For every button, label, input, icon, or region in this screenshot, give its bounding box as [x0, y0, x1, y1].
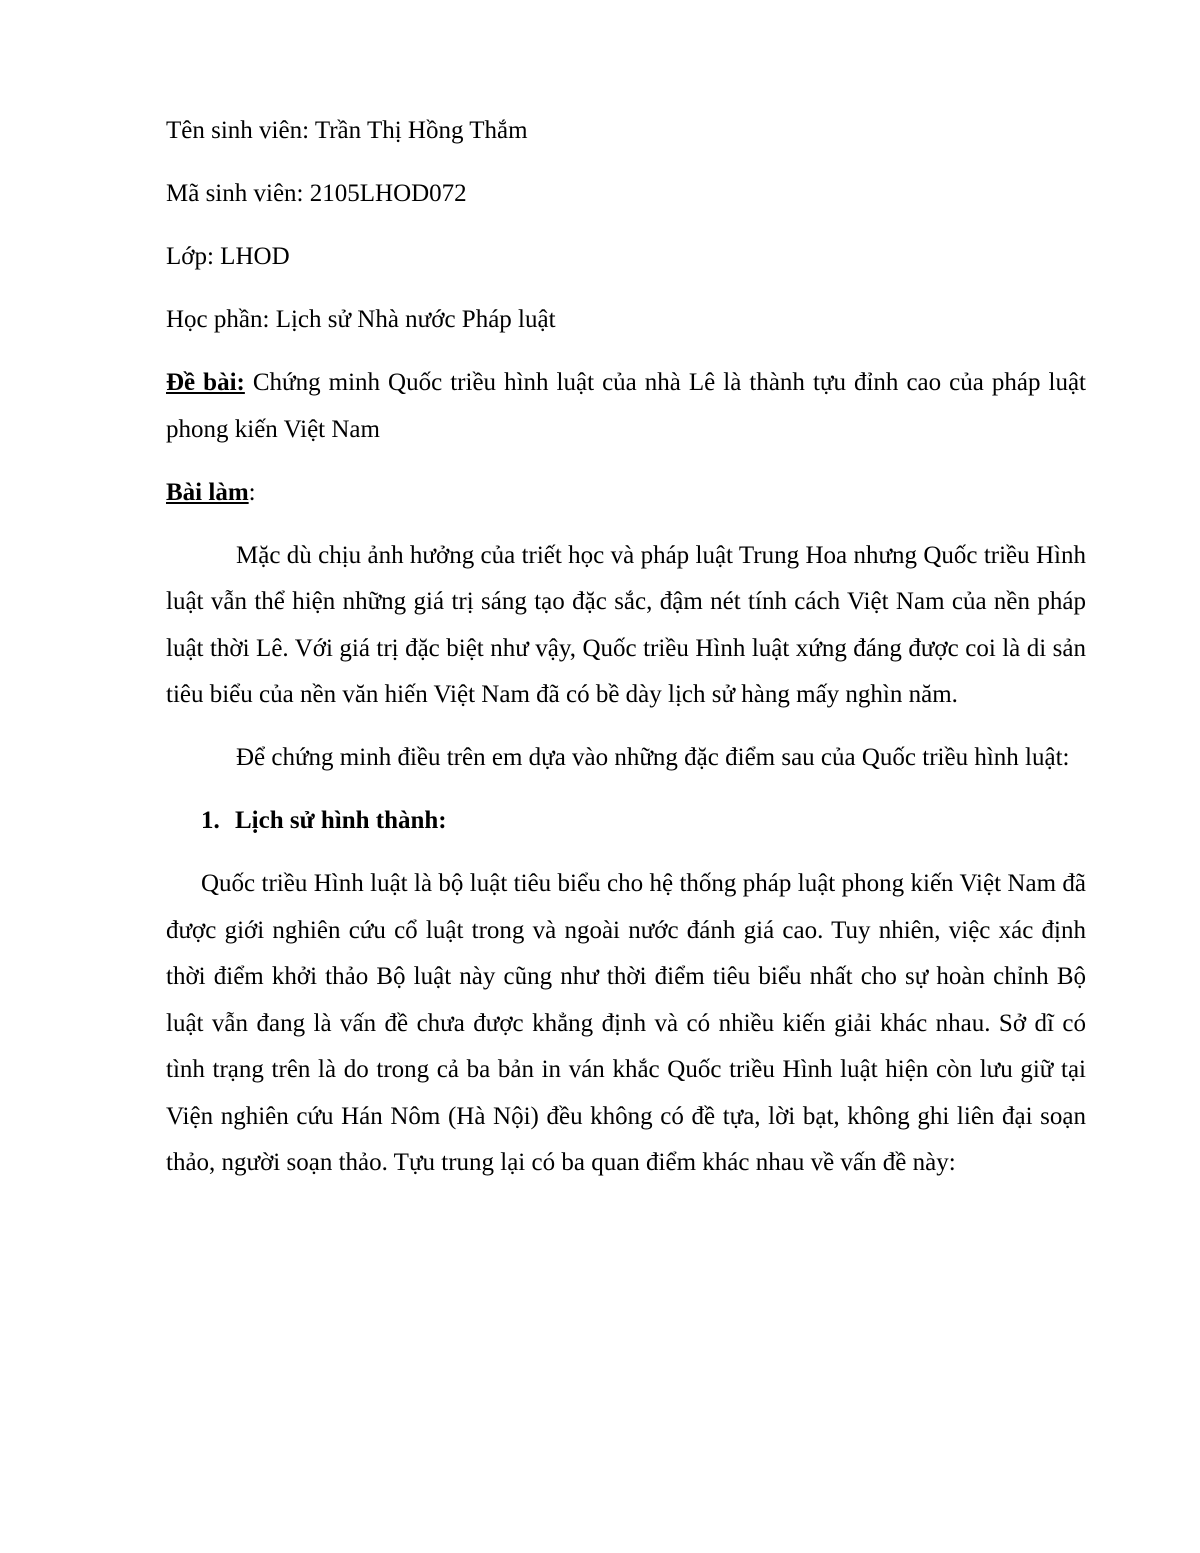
section-1-heading — [166, 798, 1086, 845]
answer-heading — [166, 470, 1086, 517]
section-1-paragraph: Quốc triều Hình luật là bộ luật tiêu biểu cho hệ thống pháp luật phong kiến Việt Nam đã được giới nghiên cứu cổ luật trong và ngoài nước đánh giá cao. Tuy nhiên, việc xác định thời điểm khởi thảo Bộ luật này cũng như thời điểm tiêu biểu nhất cho sự hoàn chỉnh Bộ luật vẫn đang là vấn đề chưa được khẳng định và có nhiều kiến giải khác nhau. Sở dĩ có tình trạng trên là do trong cả ba bản in ván khắc Quốc triều Hình luật hiện còn lưu giữ tại Viện nghiên cứu Hán Nôm (Hà Nội) đều không có đề tựa, lời bạt, không ghi liên đại soạn thảo, người soạn thảo. Tựu trung lại có ba quan điểm khác nhau về vấn đề này: — [166, 870, 1086, 1176]
student-class: Lớp: LHOD — [166, 243, 290, 270]
assignment-prompt — [166, 360, 1086, 453]
section-1-title: Lịch sử hình thành: — [235, 807, 447, 834]
student-name: Tên sinh viên: Trần Thị Hồng Thắm — [166, 117, 528, 144]
document-body — [166, 108, 1086, 1187]
section-1-number: 1. — [201, 807, 220, 834]
answer-label: Bài làm — [166, 478, 249, 506]
answer-suffix: : — [248, 478, 256, 506]
student-id: Mã sinh viên: 2105LHOD072 — [166, 180, 467, 207]
assignment-text: Chứng minh Quốc triều hình luật của nhà Lê là thành tựu đỉnh cao của pháp luật phong kiến Việt Nam — [166, 369, 1086, 443]
assignment-label: Đề bài: — [166, 369, 245, 396]
intro-paragraph: Mặc dù chịu ảnh hưởng của triết học và pháp luật Trung Hoa nhưng Quốc triều Hình luật vẫn thể hiện những giá trị sáng tạo đặc sắc, đậm nét tính cách Việt Nam của nền pháp luật thời Lê. Với giá trị đặc biệt như vậy, Quốc triều Hình luật xứng đáng được coi là di sản tiêu biểu của nền văn hiến Việt Nam đã có bề dày lịch sử hàng mấy nghìn năm. — [166, 541, 1086, 708]
proof-paragraph: Để chứng minh điều trên em dựa vào những đặc điểm sau của Quốc triều hình luật: — [236, 744, 1070, 771]
course-name: Học phần: Lịch sử Nhà nước Pháp luật — [166, 306, 556, 333]
